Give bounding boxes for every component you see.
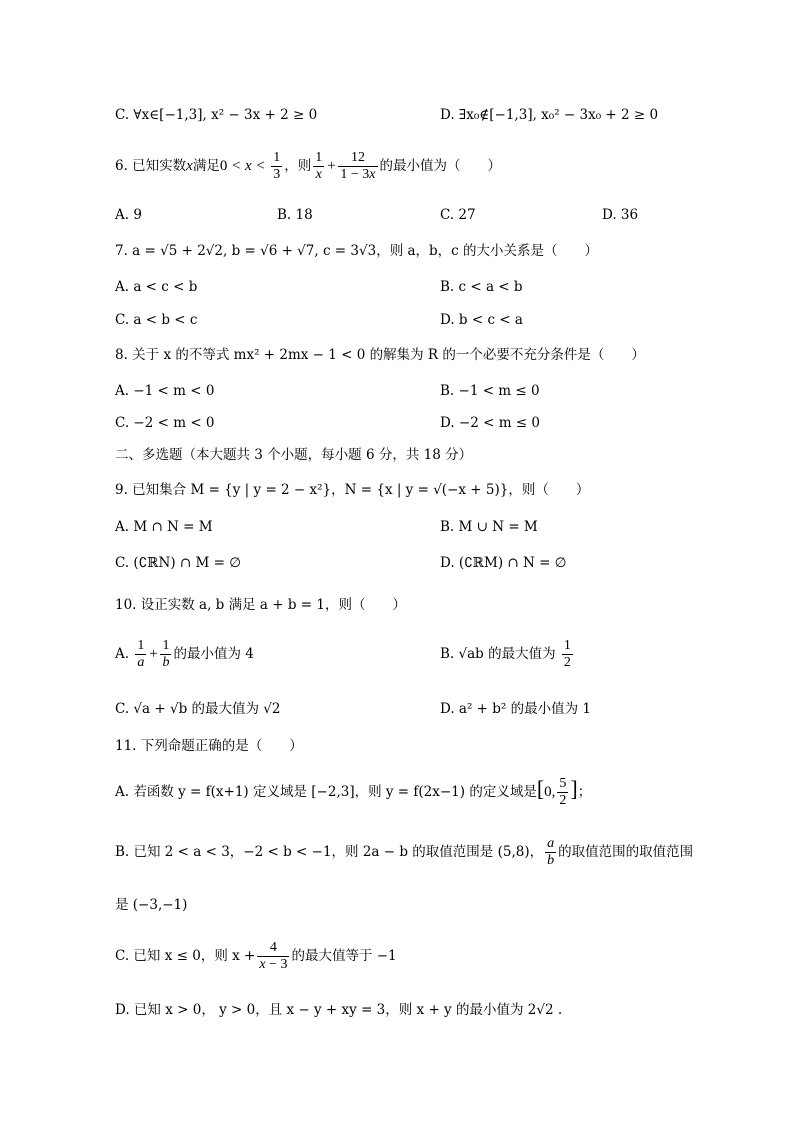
q6-option-d: D. 36 [602,207,639,223]
q6-frac-1-x: $\frac{1}{x}$ [315,150,323,183]
q9-option-b: B. M ∪ N = M [440,519,538,535]
q11-option-a-text: A. 若函数 y = f(x+1) 定义域是 [−2,3]，则 y = f(2x−1) 的定义域是 [115,784,537,801]
q8-option-c: C. −2 < m < 0 [115,415,215,431]
q8-option-d: D. −2 < m ≤ 0 [440,415,541,431]
q11-option-a: A. 若函数 y = f(x+1) 定义域是 [−2,3]，则 y = f(2x−1) 的定义域是[0, $\frac{5}{2}$ ]； [115,776,592,809]
q11-option-c [115,940,397,973]
q7-option-b: B. c < a < b [440,279,523,295]
q9-option-c: C. (∁ℝN) ∩ M = ∅ [115,555,241,571]
q11-stem: 11. 下列命题正确的是（ ） [115,738,303,754]
q6-stem: 6. 已知实数x满足0 < x < $\frac{1}{3}$ ，则 $\frac{1}{x}$ + $\frac{12}{1 - 3x}$ 的最小值为（ ） [115,150,501,183]
q11-option-b [115,836,693,869]
q10-option-a: A. $\frac{1}{a}$ + $\frac{1}{b}$ 的最小值为 4 [115,638,254,671]
q5-option-d: D. ∃x₀∉[−1,3], x₀² − 3x₀ + 2 ≥ 0 [440,107,659,123]
q10-frac-1-a: $\frac{1}{a}$ [137,638,145,671]
q7-option-c: C. a < b < c [115,312,198,328]
q10-option-a-label: A. [115,646,130,663]
q6-range: 0 < x < [219,158,270,175]
q10-frac-1-2: $\frac{1}{2}$ [563,638,571,671]
q8-stem: 8. 关于 x 的不等式 mx² + 2mx − 1 < 0 的解集为 R 的一个必要不充分条件是（ ） [115,347,645,363]
q7-option-a: A. a < c < b [115,279,198,295]
q11-interval-open: [ [536,776,545,802]
q7-stem: 7. a = √5 + 2√2, b = √6 + √7, c = 3√3，则 a，b，c 的大小关系是（ ） [115,243,599,259]
q6-stem-post: 的最小值为（ ） [379,158,501,175]
q10-option-b-text: B. √ab 的最大值为 [440,646,556,663]
q11-option-a-end: ； [577,784,592,801]
q10-option-b [440,638,575,671]
q10-option-a-text: 的最小值为 4 [173,646,254,663]
q9-option-a: A. M ∩ N = M [115,519,213,535]
q10-frac-1-b: $\frac{1}{b}$ [162,638,170,671]
q10-option-c: C. √a + √b 的最大值为 √2 [115,701,281,717]
q6-var-x: x [186,158,193,175]
q10-option-d: D. a² + b² 的最小值为 1 [440,701,592,717]
q8-option-b: B. −1 < m ≤ 0 [440,383,540,399]
q6-stem-mid1: 满足 [192,158,220,175]
q6-option-c: C. 27 [440,207,476,223]
q5-option-c: C. ∀x∈[−1,3], x² − 3x + 2 ≥ 0 [115,107,318,123]
q6-frac-1-3: $\frac{1}{3}$ [273,150,281,183]
q11-option-c-text: C. 已知 x ≤ 0，则 x + [115,948,256,965]
q6-option-b: B. 18 [277,207,313,223]
q6-frac-12: $\frac{12}{1 - 3x}$ [340,150,376,183]
section-multi-choice-heading: 二、多选题（本大题共 3 个小题，每小题 6 分，共 18 分） [115,447,473,463]
q7-option-d: D. b < c < a [440,312,523,328]
q11-option-b-continued: 是 (−3,−1) [115,897,188,913]
q6-stem-mid2: ，则 [284,158,312,175]
q11-frac-5-2: $\frac{5}{2}$ [559,776,567,809]
q9-option-d: D. (∁ℝM) ∩ N = ∅ [440,555,567,571]
q8-option-a: A. −1 < m < 0 [115,383,215,399]
q6-stem-pre: 6. 已知实数 [115,158,187,175]
q6-option-a: A. 9 [115,207,142,223]
q11-frac-4: $\frac{4}{x - 3}$ [259,940,288,973]
q11-interval-close: ] [570,776,578,802]
q11-option-b-text-2: 的取值范围的取值范围 [558,844,694,861]
q11-frac-a-b: $\frac{a}{b}$ [547,836,555,869]
q10-stem: 10. 设正实数 a, b 满足 a + b = 1，则（ ） [115,597,406,613]
q11-option-b-text: B. 已知 2 < a < 3，−2 < b < −1，则 2a − b 的取值范围是 (5,8)， [115,844,544,861]
q9-stem: 9. 已知集合 M = {y | y = 2 − x²}，N = {x | y = √(−x + 5)}，则（ ） [115,482,590,498]
q11-option-d: D. 已知 x > 0， y > 0，且 x − y + xy = 3，则 x + y 的最小值为 2√2 . [115,1002,563,1018]
q11-option-c-text-2: 的最大值等于 −1 [291,948,397,965]
